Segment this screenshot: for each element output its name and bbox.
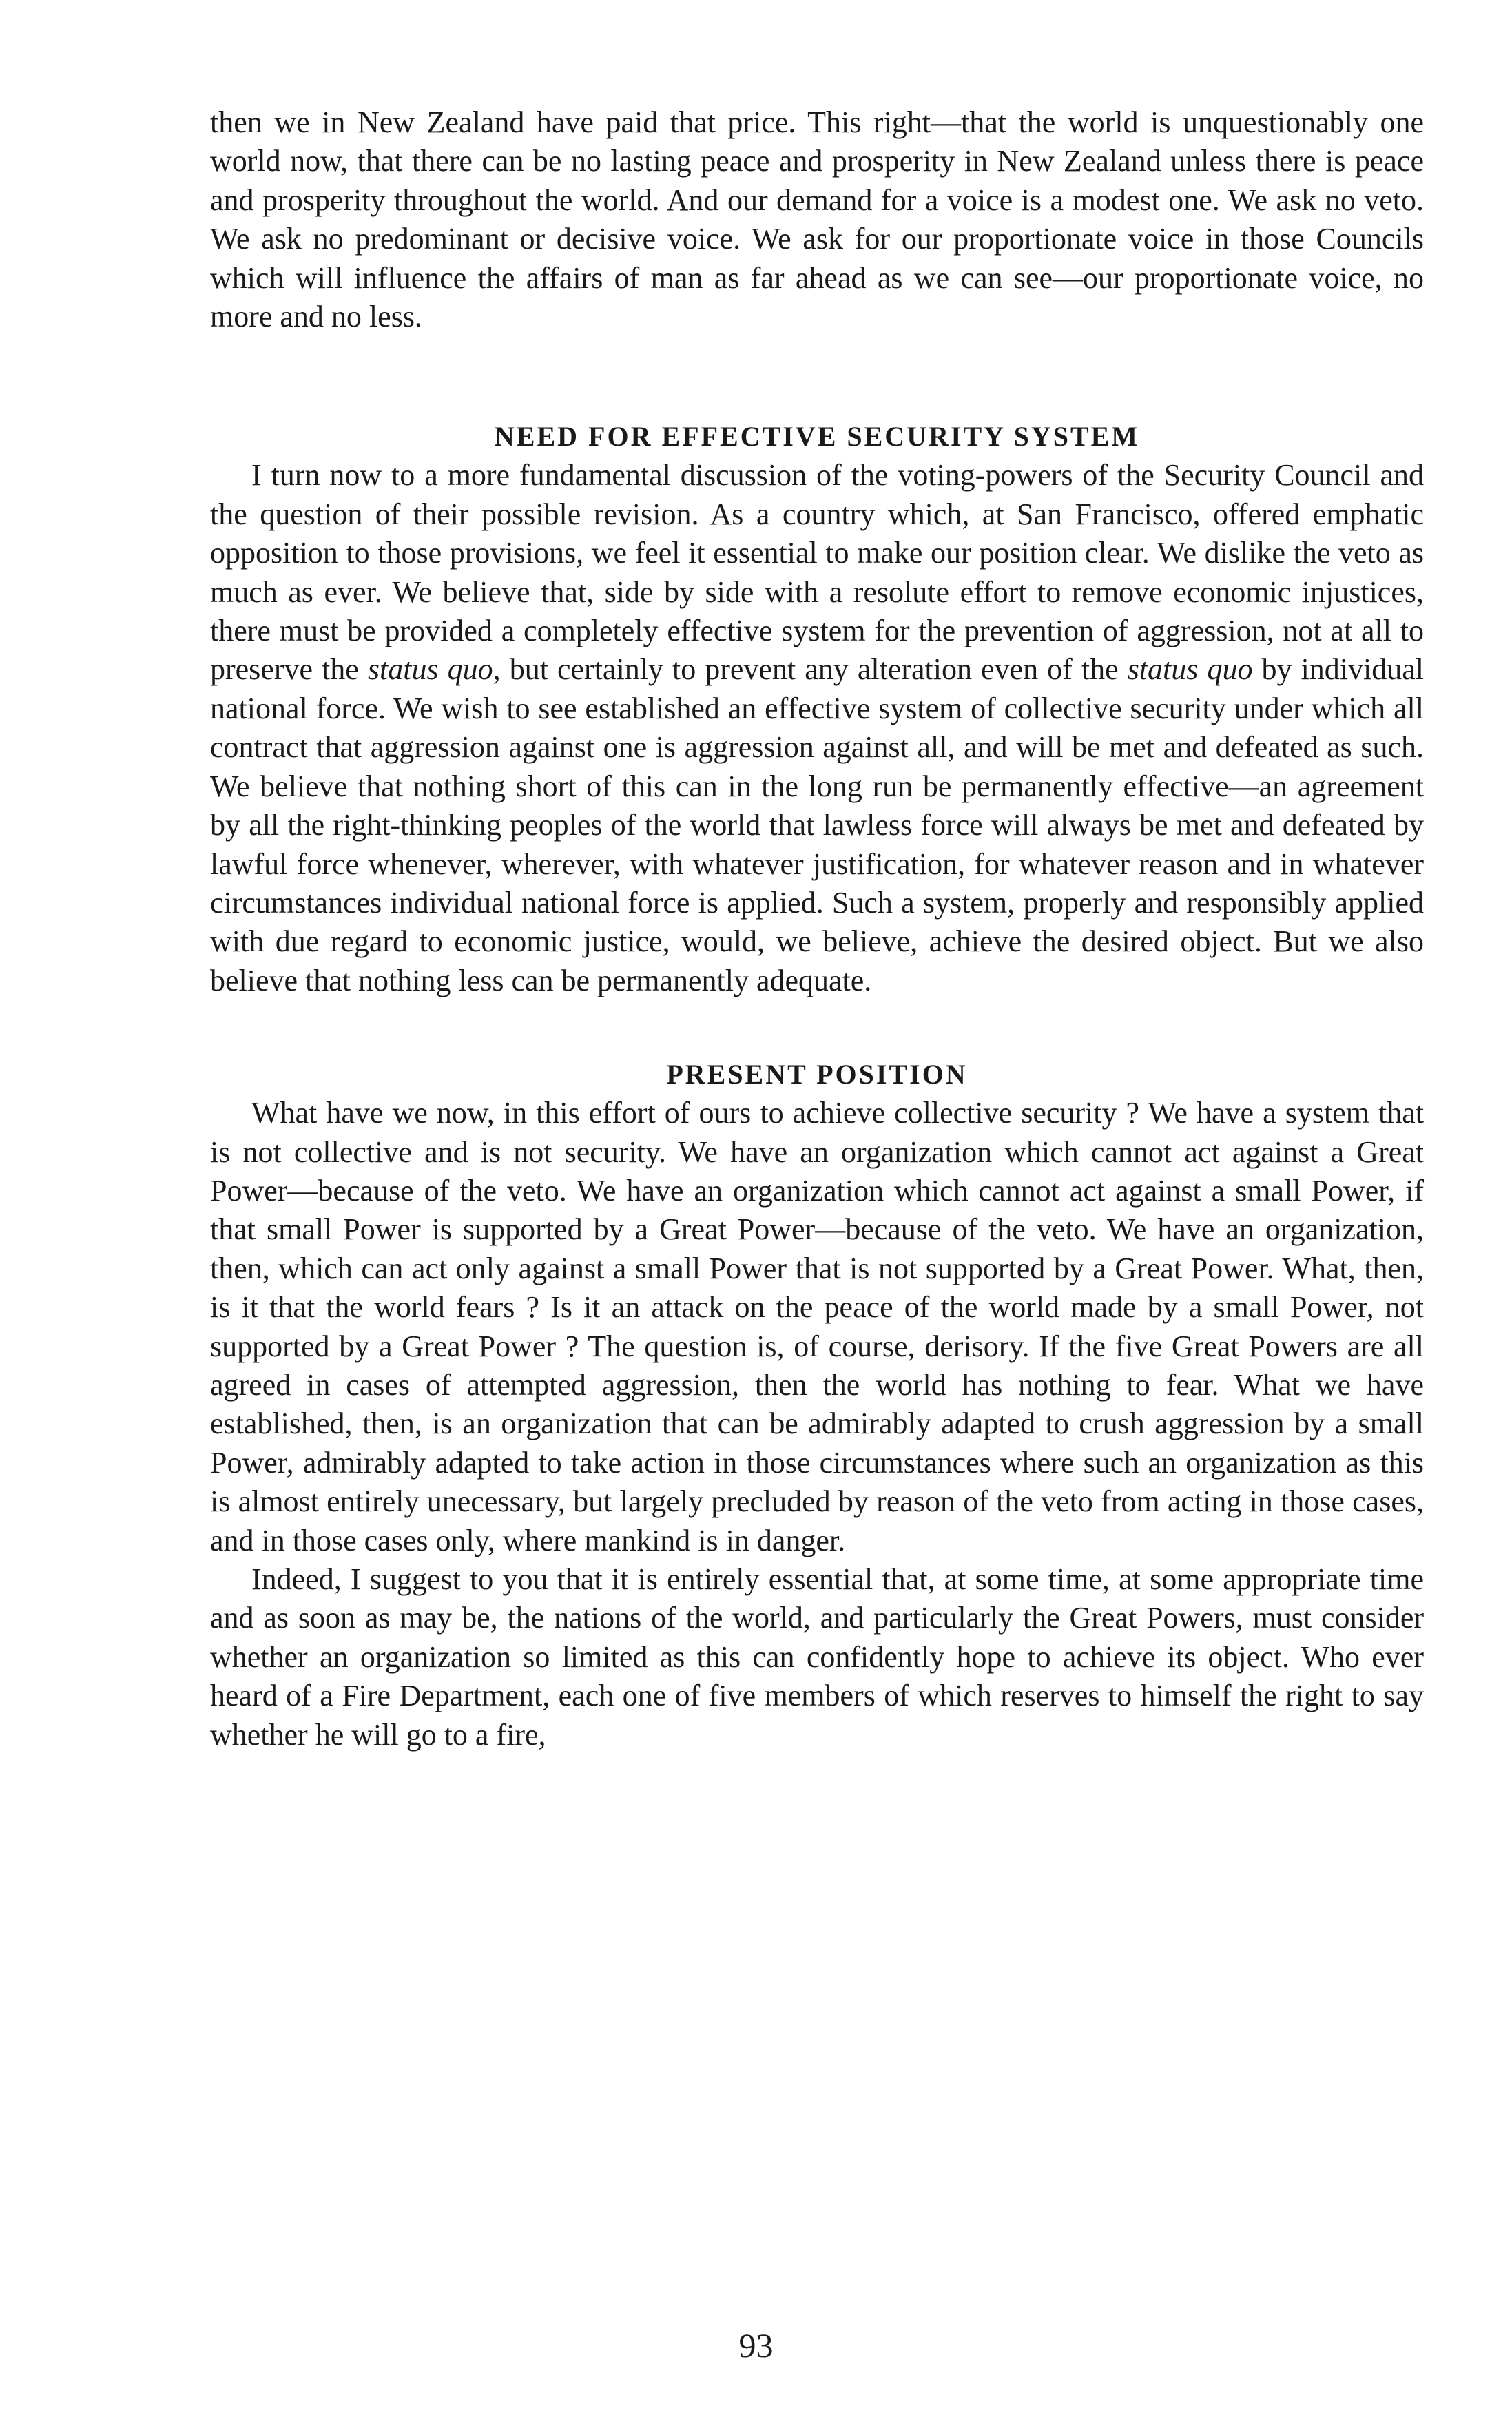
section-heading-effective-security: NEED FOR EFFECTIVE SECURITY SYSTEM (494, 421, 1140, 453)
paragraph-text: , but certainly to prevent any alteration even of the (493, 652, 1128, 687)
section-heading-present-position: PRESENT POSITION (666, 1059, 968, 1090)
paragraph-continued: then we in New Zealand have paid that price. This right—that the world is unquestionably one world now, that there can be no lasting peace and prosperity in New Zealand unless there is peace and prosperity throughout the world. And our demand for a voice is a modest one. We ask no veto. We ask no predominant or decisive voice. We ask for our proportionate voice in those Councils which will influence the affairs of man as far ahead as we can see—our proportionate voice, no more and no less. (210, 105, 1424, 334)
paragraph-present-position: What have we now, in this effort of ours to achieve collective security ? We have a system that is not collective and is not security. We have an organization which cannot act against a Great Power—because of the veto. We have an organization which cannot act against a small Power, if that small Power is supported by a Great Power—because of the veto. We have an organization, then, which can act only against a small Power that is not supported by a Great Power. What, then, is it that the world fears ? Is it an attack on the peace of the world made by a small Power, not supported by a Great Power ? The question is, of course, derisory. If the five Great Powers are all agreed in cases of attempted aggression, then the world has nothing to fear. What we have established, then, is an organization that can be admirably adapted to crush aggression by a small Power, admirably adapted to take action in those circumstances where such an organization as this is almost entirely unecessary, but largely precluded by reason of the veto from acting in those cases, and in those cases only, where mankind is in danger. (210, 1096, 1424, 1557)
page-number: 93 (738, 2326, 774, 2365)
paragraph-text: by individual national force. We wish to see established an effective system of collective security under which all contract that aggression against one is aggression against all, and will be met and defeated as such. We believe that nothing short of this can in the long run be permanently effective—an agreement by all the right-thinking peoples of the world that lawless force will always be met and defeated by lawful force whenever, wherever, with whatever justification, for whatever reason and in whatever circumstances individual national force is applied. Such a system, properly and responsibly applied with due regard to economic justice, would, we believe, achieve the desired object. But we also believe that nothing less can be permanently adequate. (210, 652, 1424, 997)
paragraph-text: I turn now to a more fundamental discussion of the voting-powers of the Security Council and the question of their possible revision. As a country which, at San Francisco, offered emphatic opposition to those provisions, we feel it essential to make our position clear. We dislike the veto as much as ever. We believe that, side by side with a resolute effort to remove economic injustices, there must be provided a completely effective system for the prevention of aggression, not at all to preserve the (210, 458, 1424, 687)
italic-phrase: status quo (367, 652, 493, 687)
italic-phrase: status quo (1127, 652, 1253, 687)
paragraph-security-system (210, 456, 1424, 1000)
paragraph-fire-department: Indeed, I suggest to you that it is entirely essential that, at some time, at some appropriate time and as soon as may be, the nations of the world, and particularly the Great Powers, must consider whether an organization so limited as this can confidently hope to achieve its object. Who ever heard of a Fire Department, each one of five members of which reserves to himself the right to say whether he will go to a fire, (210, 1562, 1424, 1752)
page-body (210, 103, 1424, 1754)
